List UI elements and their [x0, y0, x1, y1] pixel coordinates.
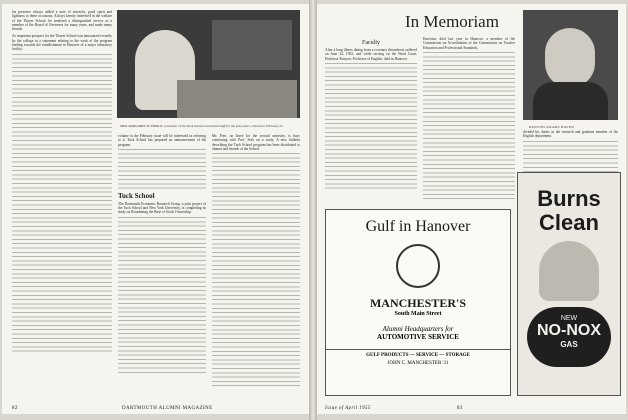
ad-owner: JOHN C. MANCHESTER '31 [387, 361, 449, 366]
portrait-photo [523, 10, 618, 120]
right-col-1 [325, 37, 417, 189]
portrait-caption: KENYON ADAMS HAVEN [529, 125, 574, 130]
ad-tagline-2: AUTOMOTIVE SERVICE [377, 333, 459, 341]
logo-brand: NO-NOX [537, 322, 601, 339]
left-page [2, 4, 309, 414]
text-block [12, 52, 112, 352]
nonox-advertisement [517, 172, 621, 396]
photo-caption: MISS MARGARET H. PIERCE, a member of the Tuck School secretarial staff for the past years, retired on February 25. [120, 124, 284, 129]
ad-services: GULF PRODUCTS — SERVICE — STORAGE [326, 349, 510, 358]
ad-burns: Burns [537, 186, 601, 211]
portrait-face [545, 28, 595, 88]
gulf-advertisement [325, 209, 511, 396]
body-text: Mr. Free, on leave for the second semester, is busy continuing with Prof. Seth on a study. A new bulletin describing the Tuck School program has been distributed to alumni and friends of the School. [212, 134, 300, 151]
logo-new: NEW [560, 315, 578, 322]
text-block [118, 147, 206, 189]
office-shelf [212, 20, 292, 70]
faculty-heading: Faculty [362, 40, 380, 46]
ad-clean: Clean [539, 210, 599, 235]
body-text: his presence always added a note of sincerity, good spirit and lightness to these occasions. Always keenly interested in the welfare of the Thayer School, he rendered a distinguished service as a member of the Board of Overseers for many years, and made many friends. [12, 10, 112, 32]
woman-figure [539, 241, 599, 301]
nonox-logo [527, 307, 611, 367]
page-gutter [309, 0, 317, 420]
right-page [317, 4, 626, 414]
ad-business-name: MANCHESTER'S [369, 296, 467, 310]
issue-date: Issue of April 1955 [325, 406, 371, 411]
body-text: As important prospect for the Thayer School was announced recently by the college in a statement relating to the work of the program leading towards the establishment in Hanover of a major laboratory facility. [12, 34, 112, 52]
body-text: The Dartmouth Economic Research Group, a joint project of the Tuck School and New York University, is completing its study on Broadening the Base of Stock Ownership. [118, 201, 206, 215]
ad-address: South Main Street [394, 311, 442, 317]
page-number: 83 [457, 406, 463, 411]
body-text: After a long illness dating from a coronary thrombosis suffered on June 24, 1952, and while serving on the Ward Coast, Professor Kenyon, Professor of English, died in Hanover. [325, 48, 417, 61]
gulf-logo-icon [396, 244, 440, 288]
text-block [325, 61, 417, 189]
staff-photo [117, 10, 300, 118]
page-number: 82 [12, 406, 18, 411]
section-heading: Tuck School [118, 191, 155, 200]
left-col-1 [12, 10, 112, 352]
right-col-2 [423, 37, 515, 200]
text-block [423, 50, 515, 200]
logo-gas: GAS [560, 340, 578, 349]
ad-tagline: Alumni Headquarters for [382, 325, 454, 333]
text-block [212, 151, 300, 386]
body-text: Emeritus, died last year in Hanover, a member of the Commission on Accreditation of the Commission on Teacher Education and Professional Standards. [423, 37, 515, 50]
section-title: In Memoriam [405, 12, 499, 31]
magazine-title: DARTMOUTH ALUMNI MAGAZINE [122, 406, 213, 411]
body-text: divided his duties as the research and graduate member of the English department. [523, 130, 618, 139]
portrait-suit [533, 82, 608, 120]
text-block [118, 215, 206, 375]
ad-headline: Gulf in Hanover [365, 218, 471, 235]
left-col-3 [212, 134, 300, 386]
body-text: volume in the February issue will be interested in referring to it. Tuck School has prepared an announcement of the program. [118, 134, 206, 147]
left-col-2 [118, 134, 206, 375]
desk [177, 80, 297, 118]
